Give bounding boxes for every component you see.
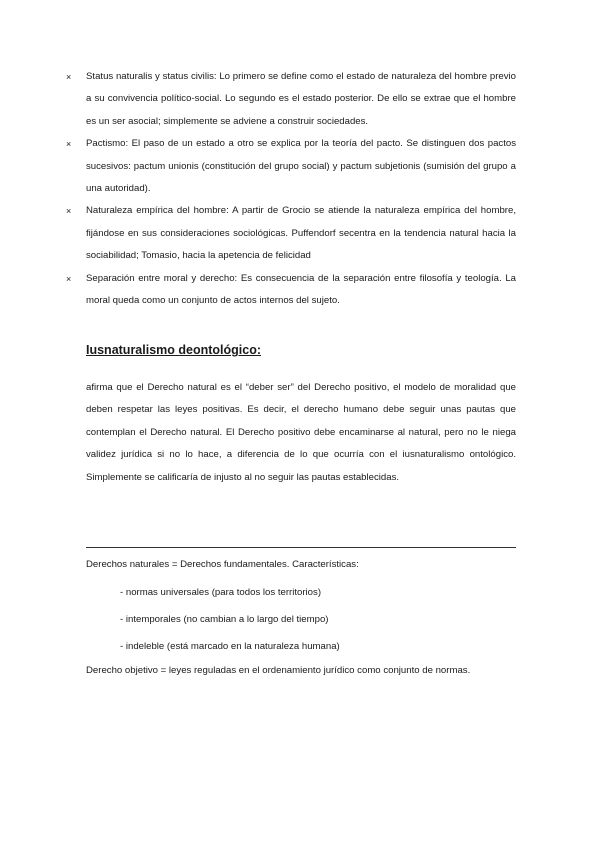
section-heading: Iusnaturalismo deontológico:: [86, 343, 262, 357]
bullet-item: [66, 200, 516, 267]
cross-bullet-icon: ×: [66, 72, 72, 82]
notes-list-item: - intemporales (no cambian a lo largo del tiempo): [120, 614, 329, 625]
divider: [86, 547, 516, 548]
notes-list-item: - normas universales (para todos los territorios): [120, 587, 322, 598]
section-paragraph: afirma que el Derecho natural es el “deber ser” del Derecho positivo, el modelo de moralidad que deben respetar las leyes positivas. Es decir, el derecho humano debe seguir unas pautas que contemplan el Derecho natural. El Derecho positivo debe encaminarse al natural, pero no le niega validez jurídica si no lo hace, a diferencia de lo que ocurría con el iusnaturalismo ontológico. Simplemente se calificaría de injusto al no seguir las pautas establecidas.: [86, 382, 516, 483]
bullet-item: [66, 66, 516, 133]
bullet-list: [66, 66, 516, 312]
cross-bullet-icon: ×: [66, 206, 72, 217]
notes-definition: Derecho objetivo = leyes reguladas en el ordenamiento jurídico como conjunto de normas.: [86, 665, 471, 676]
bullet-text: Status naturalis y status civilis: Lo primero se define como el estado de naturaleza del hombre previo a su convivencia político-social. Lo segundo es el estado posterior. De ello se extrae que el hombre es un ser asocial; simplemente se adviene a construir sociedades.: [86, 71, 516, 127]
bullet-item: [66, 133, 516, 200]
bullet-text: Pactismo: El paso de un estado a otro se explica por la teoría del pacto. Se distinguen dos pactos sucesivos: pactum unionis (constitución del grupo social) y pactum subjetionis (sumisión del grupo a una autoridad).: [86, 138, 516, 195]
bullet-text: Naturaleza empírica del hombre: A partir de Grocio se atiende la naturaleza empírica del hombre, fijándose en sus consideraciones sociológicas. Puffendorf secentra en la tendencia natural hacia la sociabilidad; Tomasio, hacia la apetencia de felicidad: [86, 205, 516, 262]
bullet-text: Separación entre moral y derecho: Es consecuencia de la separación entre filosofía y teología. La moral queda como un conjunto de actos internos del sujeto.: [86, 272, 516, 307]
notes-intro: Derechos naturales = Derechos fundamentales. Características:: [86, 559, 359, 570]
cross-bullet-icon: ×: [66, 139, 72, 150]
notes-list-item: - indeleble (está marcado en la naturaleza humana): [120, 641, 340, 652]
cross-bullet-icon: ×: [66, 273, 72, 284]
bullet-item: [66, 268, 516, 313]
